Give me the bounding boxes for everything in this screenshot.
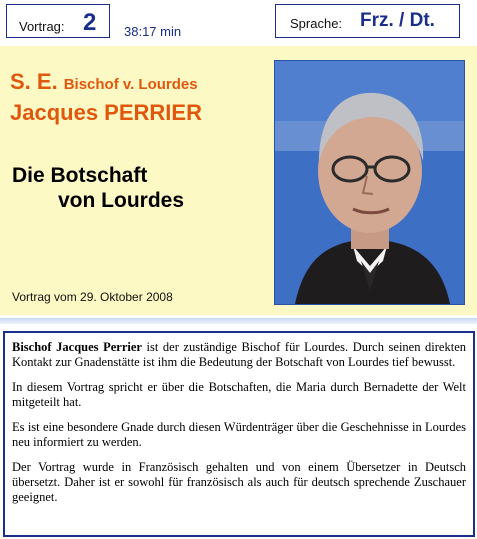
header-panel (0, 46, 477, 315)
speaker-photo (274, 60, 465, 305)
divider-band (0, 318, 477, 324)
speaker-name-inline: Bischof Jacques Perrier (12, 340, 142, 354)
portrait-image (275, 61, 464, 304)
paragraph-3: Es ist eine besondere Gnade durch diesen Würdenträger über die Geschehnisse in Lourdes neu informiert zu werden. (12, 420, 466, 449)
sprache-label: Sprache: (290, 16, 343, 31)
talk-date: Vortrag vom 29. Oktober 2008 (12, 290, 173, 304)
description-box (3, 331, 475, 537)
paragraph-1-text: ist der zuständige Bischof für Lourdes. Durch seinen direkten Kontakt zur Gnadenstätte ist ihm die Bedeutung der Botschaft von Lourdes tief bewusst. (12, 340, 466, 369)
vortrag-label: Vortrag: (19, 19, 65, 34)
paragraph-1 (12, 340, 466, 370)
vortrag-number: 2 (83, 9, 97, 36)
duration: 38:17 min (124, 24, 182, 39)
paragraph-4: Der Vortrag wurde in Französisch gehalten und von einem Übersetzer in Deutsch übersetzt. Daher ist er sowohl für französisch als auch für deutsch sprechende Zuschauer geeignet. (12, 460, 466, 504)
paragraph-2: In diesem Vortrag spricht er über die Botschaften, die Maria durch Bernadette der Welt mitgeteilt hat. (12, 380, 466, 409)
talk-title-line2: von Lourdes (58, 189, 185, 212)
rank-abbrev: S. E. (10, 69, 58, 94)
talk-title-line1: Die Botschaft (12, 164, 148, 187)
sprache-value: Frz. / Dt. (360, 10, 435, 31)
speaker-name: Jacques PERRIER (10, 100, 202, 125)
talk-title (12, 163, 184, 213)
rank-title: Bischof v. Lourdes (63, 76, 198, 93)
vortrag-box (6, 4, 110, 38)
speaker-rank (10, 69, 198, 95)
sprache-box (275, 4, 460, 38)
